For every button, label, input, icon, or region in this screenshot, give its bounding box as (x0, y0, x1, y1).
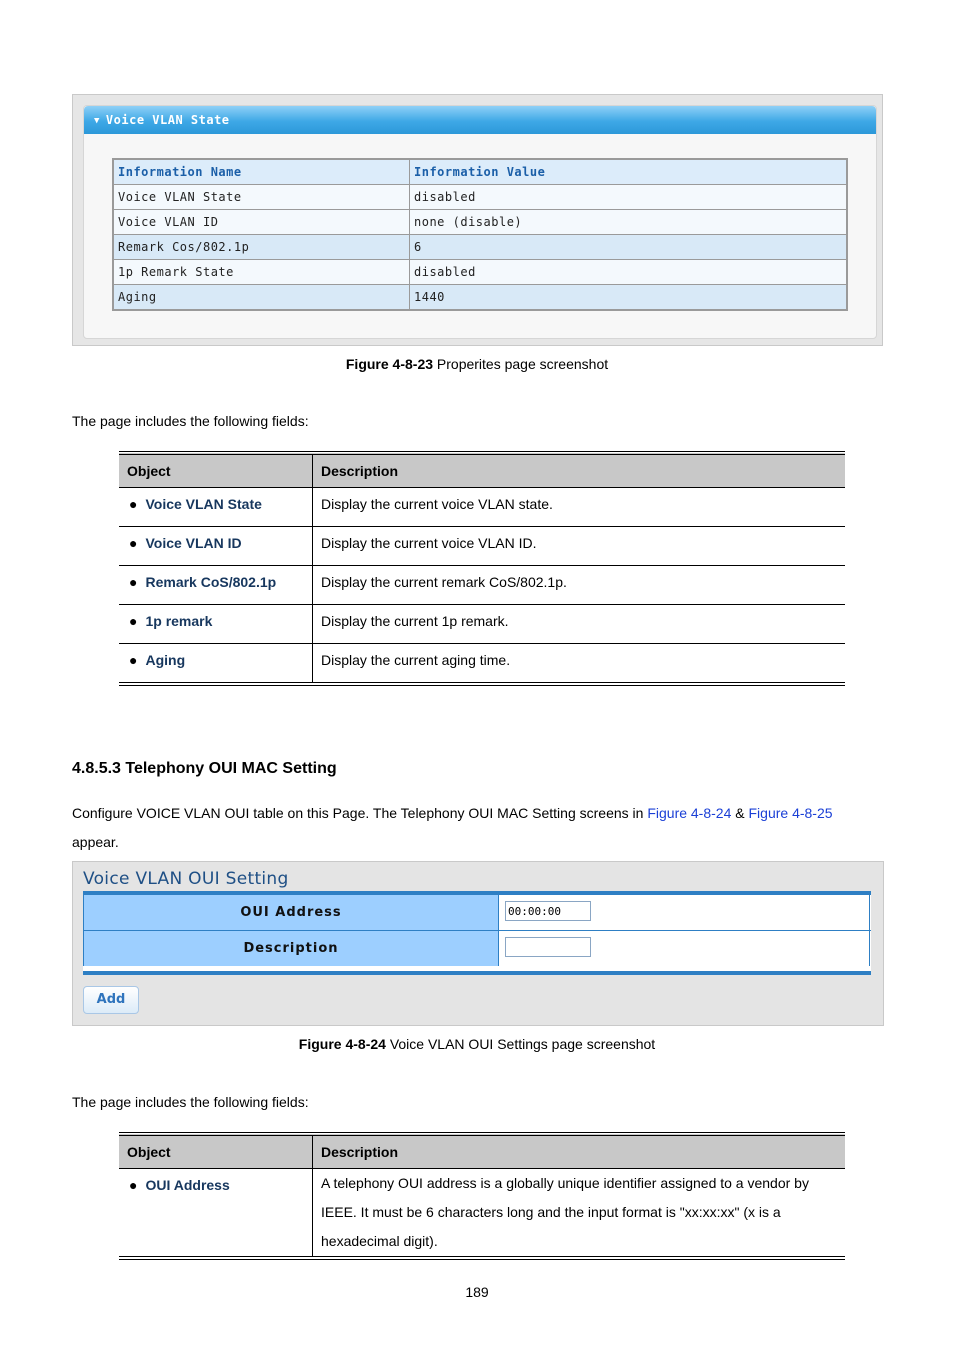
description-label: Description (83, 931, 499, 966)
object-description: Display the current voice VLAN ID. (321, 535, 537, 551)
figure-label: Figure 4-8-23 (345, 356, 434, 372)
info-name: Aging (113, 285, 410, 311)
info-value: disabled (410, 185, 848, 210)
info-name: 1p Remark State (113, 260, 410, 285)
table-header-row (113, 159, 847, 185)
table-header-row (119, 453, 845, 488)
object-name: Voice VLAN State (145, 496, 262, 512)
paragraph-text: Configure VOICE VLAN OUI table on this Page. The Telephony OUI MAC Setting screens in (72, 805, 648, 821)
object-name: OUI Address (145, 1177, 230, 1193)
table-row (119, 527, 845, 566)
info-value: 6 (410, 235, 848, 260)
oui-address-input[interactable] (505, 901, 591, 921)
fields-table (119, 1132, 845, 1260)
intro-text: The page includes the following fields: (72, 1094, 309, 1110)
figure-link-4-8-24[interactable]: Figure 4-8-24 (647, 805, 732, 821)
table-row (113, 285, 847, 311)
figure-caption-text: Voice VLAN OUI Settings page screenshot (385, 1036, 656, 1052)
header-information-value: Information Value (410, 159, 848, 185)
voice-vlan-state-screenshot (72, 94, 883, 346)
info-value: 1440 (410, 285, 848, 311)
panel-title: Voice VLAN State (105, 113, 230, 127)
bullet-icon: ● (129, 496, 138, 512)
oui-address-row (83, 895, 871, 931)
bullet-icon: ● (129, 613, 138, 629)
object-name: 1p remark (145, 613, 213, 629)
info-name: Voice VLAN State (113, 185, 410, 210)
info-value: none (disable) (410, 210, 848, 235)
voice-vlan-state-panel (83, 105, 877, 339)
description-input[interactable] (505, 937, 591, 957)
object-description: Display the current remark CoS/802.1p. (321, 574, 567, 590)
table-row (119, 644, 845, 685)
table-row (119, 605, 845, 644)
figure-caption-text: Properites page screenshot (433, 356, 609, 372)
object-name: Aging (145, 652, 186, 668)
bullet-icon: ● (129, 574, 138, 590)
figure-caption (0, 356, 954, 372)
object-description: Display the current aging time. (321, 652, 511, 668)
object-description: Display the current 1p remark. (321, 613, 509, 629)
page-number: 189 (465, 1284, 489, 1300)
bullet-icon: ● (129, 652, 138, 668)
table-row (113, 260, 847, 285)
header-information-name: Information Name (113, 159, 410, 185)
table-row (113, 235, 847, 260)
bullet-icon: ● (129, 535, 138, 551)
info-value: disabled (410, 260, 848, 285)
figure-caption (0, 1036, 954, 1052)
table-row (113, 210, 847, 235)
intro-text: The page includes the following fields: (72, 413, 309, 429)
bullet-icon: ● (129, 1177, 138, 1193)
description-line: IEEE. It must be 6 characters long and the input format is "xx:xx:xx" (x is a (321, 1204, 781, 1220)
table-row (113, 185, 847, 210)
info-name: Voice VLAN ID (113, 210, 410, 235)
description-line: hexadecimal digit). (321, 1233, 438, 1249)
object-name: Voice VLAN ID (145, 535, 242, 551)
paragraph-continuation: appear. (72, 834, 119, 850)
header-object: Object (119, 453, 313, 488)
object-name: Remark CoS/802.1p (145, 574, 277, 590)
add-button[interactable]: Add (83, 986, 139, 1014)
collapse-triangle-icon[interactable]: ▼ (94, 116, 100, 126)
voice-vlan-oui-setting-screenshot (72, 861, 884, 1026)
table-row (119, 566, 845, 605)
table-row (119, 1169, 845, 1259)
header-description: Description (313, 1134, 846, 1169)
section-paragraph (72, 805, 833, 821)
description-row (83, 931, 871, 966)
oui-setting-form (83, 891, 871, 975)
header-object: Object (119, 1134, 313, 1169)
voice-vlan-state-table (112, 158, 848, 311)
paragraph-amp: & (731, 805, 749, 821)
description-line: A telephony OUI address is a globally unique identifier assigned to a vendor by (321, 1175, 809, 1191)
fields-table (119, 451, 845, 686)
object-description: Display the current voice VLAN state. (321, 496, 553, 512)
table-row (119, 488, 845, 527)
oui-setting-title: Voice VLAN OUI Setting (83, 869, 289, 889)
oui-address-label: OUI Address (83, 895, 499, 930)
figure-link-4-8-25[interactable]: Figure 4-8-25 (748, 805, 833, 821)
section-heading: 4.8.5.3 Telephony OUI MAC Setting (72, 760, 337, 777)
panel-header[interactable] (84, 106, 876, 134)
info-name: Remark Cos/802.1p (113, 235, 410, 260)
figure-label: Figure 4-8-24 (298, 1036, 386, 1052)
header-description: Description (313, 453, 846, 488)
table-header-row (119, 1134, 845, 1169)
